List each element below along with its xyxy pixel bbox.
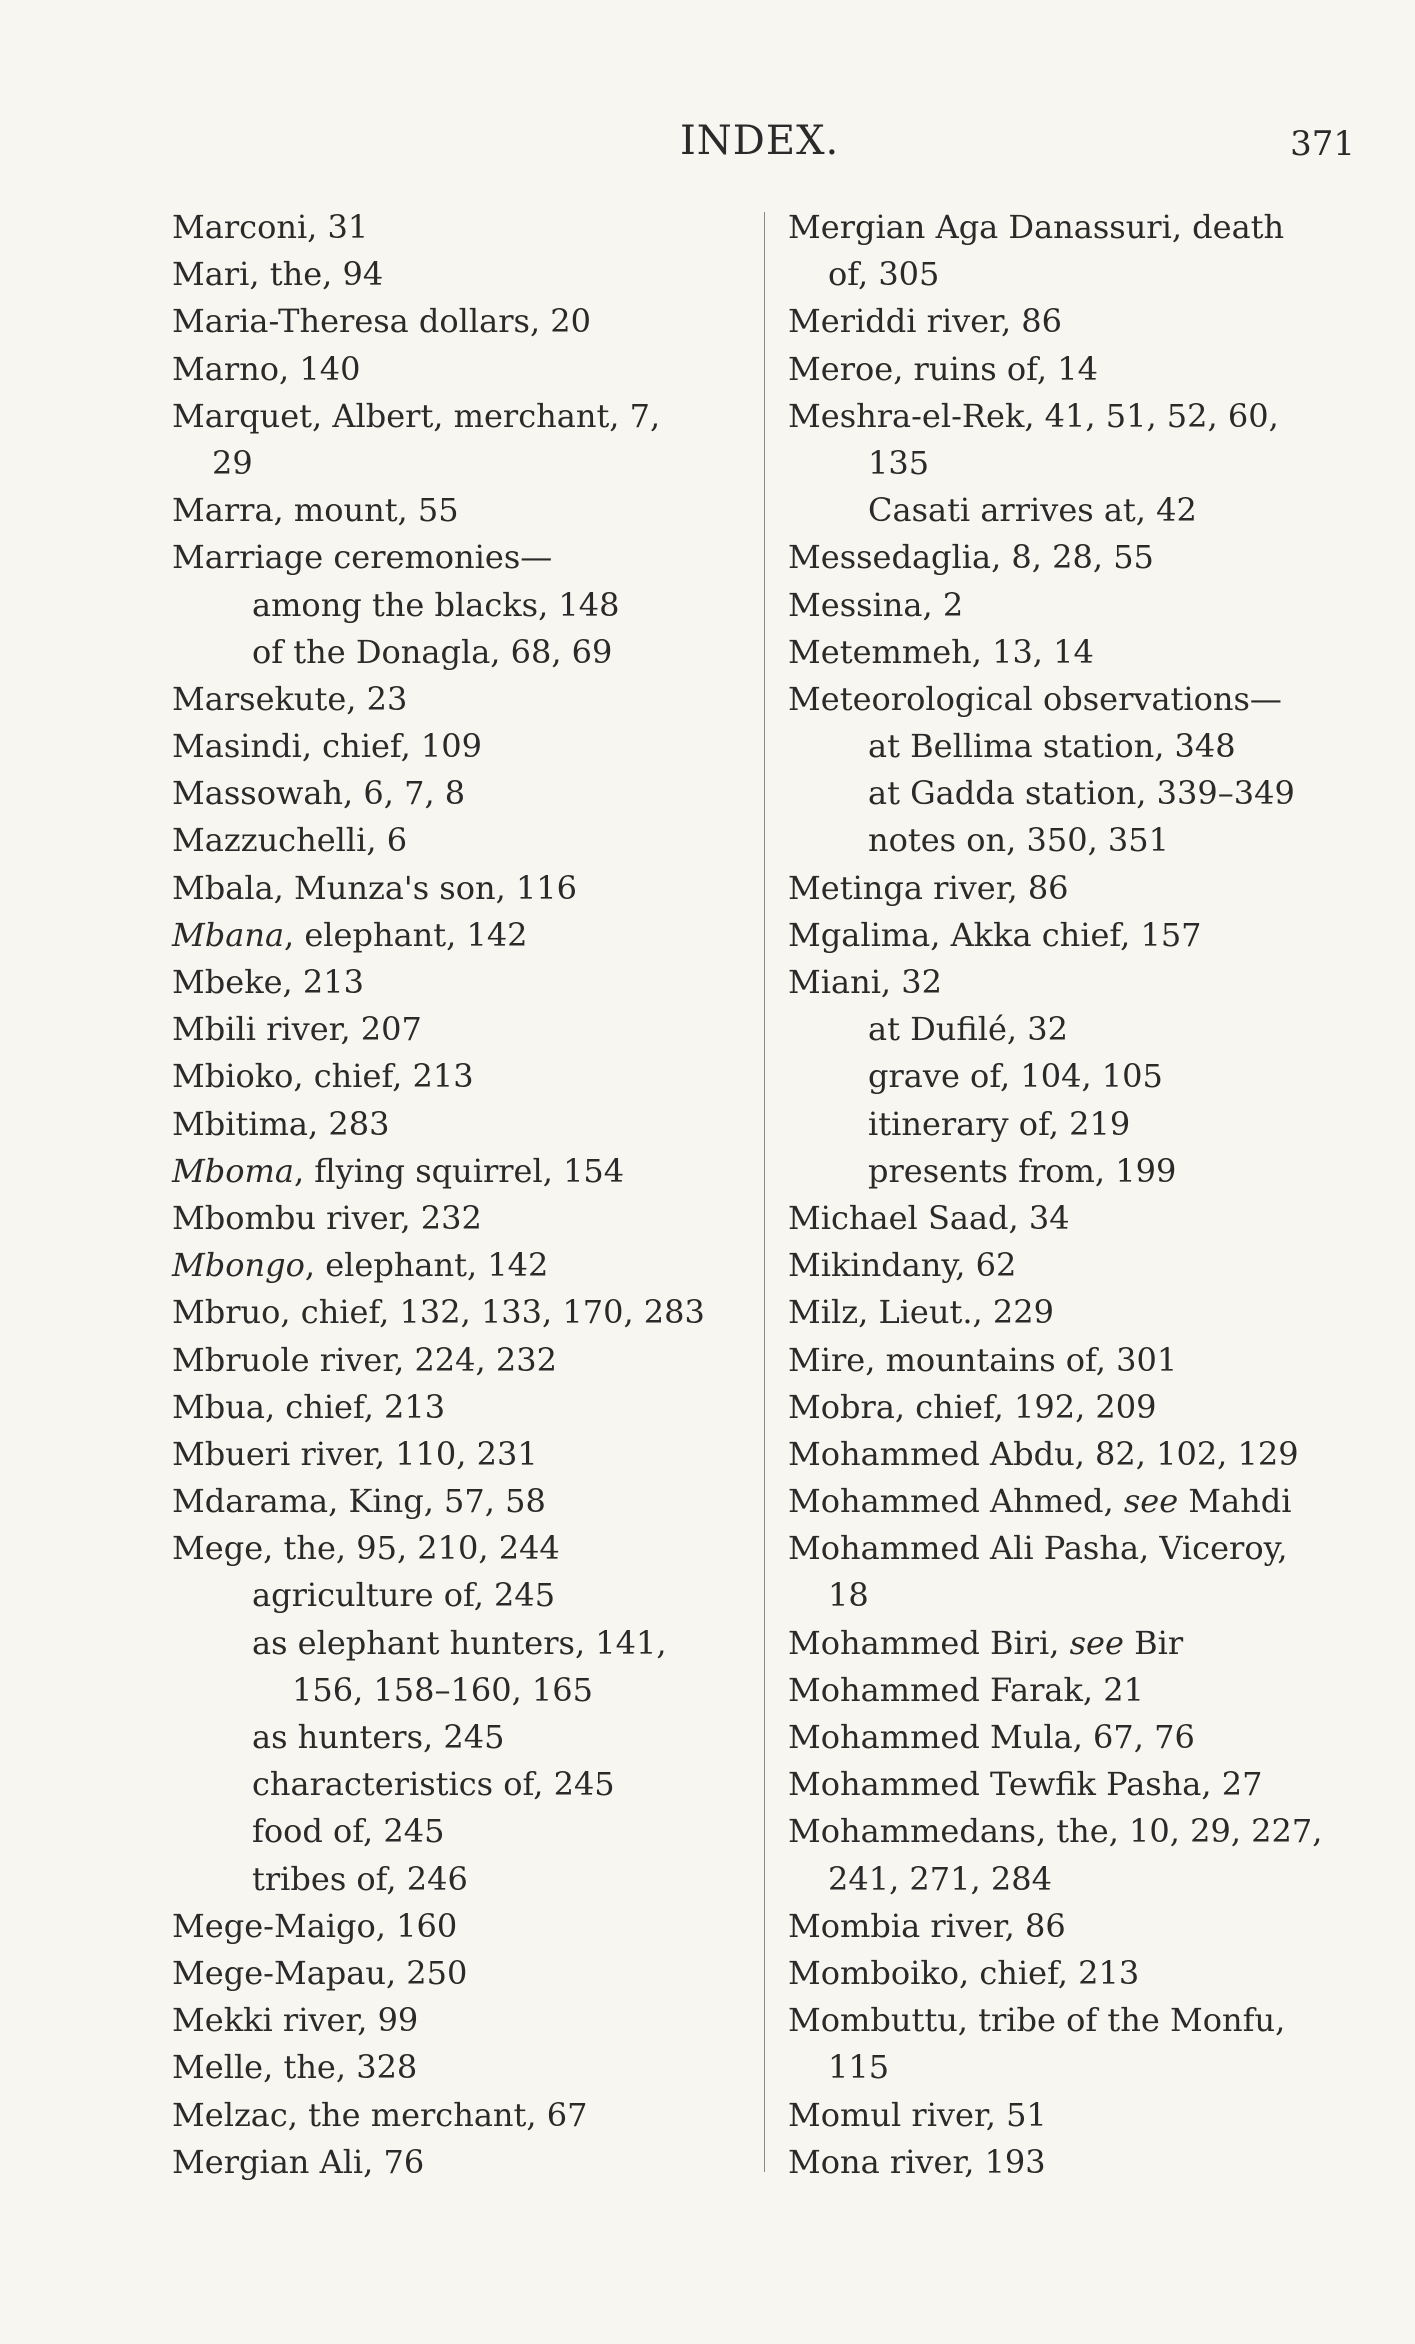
entry-text: Mbombu river, 232 — [172, 1198, 482, 1237]
page-number: 371 — [1290, 124, 1355, 164]
index-entry — [788, 1289, 1348, 1336]
entry-italic-term: Mboma — [172, 1151, 294, 1190]
index-entry — [172, 817, 742, 864]
entry-text: Mohammed Abdu, 82, 102, 129 — [788, 1434, 1299, 1473]
entry-text: Mohammed Ahmed, — [788, 1482, 1124, 1521]
index-entry — [788, 865, 1348, 912]
entry-text: Mazzuchelli, 6 — [172, 821, 408, 860]
entry-text: Mohammed Mula, 67, 76 — [788, 1718, 1195, 1756]
entry-text-after: Bir — [1123, 1623, 1184, 1662]
index-entry — [172, 1620, 742, 1667]
entry-text: Mbruo, chief, 132, 133, 170, 283 — [172, 1293, 705, 1332]
entry-text: Marquet, Albert, merchant, 7, — [172, 396, 661, 435]
entry-text: Mdarama, King, 57, 58 — [172, 1482, 546, 1521]
index-entry — [788, 629, 1348, 676]
index-entry — [172, 2139, 742, 2186]
index-entry — [172, 865, 742, 912]
index-entry — [788, 1808, 1348, 1855]
index-entry — [788, 1620, 1348, 1667]
index-entry — [172, 723, 742, 770]
entry-text: , elephant, 142 — [284, 915, 528, 954]
entry-text: Casati arrives at, 42 — [868, 491, 1197, 530]
index-entry — [788, 723, 1348, 770]
entry-text: Mombia river, 86 — [788, 1906, 1066, 1945]
entry-text: 18 — [828, 1576, 869, 1615]
entry-text: Massowah, 6, 7, 8 — [172, 774, 466, 813]
entry-text: Messina, 2 — [788, 585, 964, 624]
index-entry — [788, 487, 1348, 534]
index-entry — [788, 2092, 1348, 2139]
index-entry — [788, 346, 1348, 393]
entry-text: Mege-Mapau, 250 — [172, 1953, 468, 1992]
entry-text: Mbioko, chief, 213 — [172, 1057, 474, 1096]
index-entry — [172, 1337, 742, 1384]
index-entry — [788, 251, 1348, 298]
index-entry — [172, 959, 742, 1006]
entry-text: Marconi, 31 — [172, 208, 369, 246]
entry-text: itinerary of, 219 — [868, 1104, 1131, 1143]
index-entry — [172, 912, 742, 959]
index-entry — [788, 912, 1348, 959]
entry-text: Meshra-el-Rek, 41, 51, 52, 60, — [788, 396, 1279, 435]
index-entry — [788, 1761, 1348, 1808]
entry-italic-term: Mbana — [172, 915, 285, 954]
index-entry — [788, 393, 1348, 440]
entry-text: Marno, 140 — [172, 349, 361, 388]
entry-text: food of, 245 — [252, 1812, 445, 1851]
index-entry — [788, 1053, 1348, 1100]
entry-text: Masindi, chief, 109 — [172, 727, 482, 766]
index-entry — [788, 770, 1348, 817]
entry-text: Mona river, 193 — [788, 2142, 1046, 2181]
index-entry — [788, 1431, 1348, 1478]
entry-text: Metemmeh, 13, 14 — [788, 632, 1094, 671]
entry-text: Mobra, chief, 192, 209 — [788, 1387, 1157, 1426]
entry-text: Mbala, Munza's son, 116 — [172, 868, 578, 907]
index-entry — [788, 1478, 1348, 1525]
entry-text: Mbitima, 283 — [172, 1104, 390, 1143]
entry-text: Mohammed Biri, — [788, 1623, 1070, 1662]
index-entry — [172, 770, 742, 817]
index-entry — [788, 1242, 1348, 1289]
entry-text: Mege-Maigo, 160 — [172, 1906, 458, 1945]
index-entry — [172, 1148, 742, 1195]
running-header-title: INDEX. — [680, 118, 840, 164]
entry-text: 135 — [868, 443, 930, 482]
index-column-left — [172, 204, 742, 2186]
index-entry — [788, 534, 1348, 581]
entry-text: Mergian Ali, 76 — [172, 2142, 425, 2181]
index-entry — [172, 346, 742, 393]
entry-text: Melzac, the merchant, 67 — [172, 2095, 588, 2134]
entry-text: tribes of, 246 — [252, 1859, 468, 1898]
index-entry — [172, 251, 742, 298]
index-entry — [172, 1101, 742, 1148]
index-entry — [788, 959, 1348, 1006]
index-entry — [172, 629, 742, 676]
entry-text: Mikindany, 62 — [788, 1246, 1017, 1285]
entry-text: Mekki river, 99 — [172, 2001, 419, 2040]
entry-text-after: Mahdi — [1178, 1482, 1292, 1521]
index-entry — [788, 817, 1348, 864]
entry-text: Meteorological observations— — [788, 679, 1282, 718]
index-entry — [172, 1289, 742, 1336]
entry-text: Momboiko, chief, 213 — [788, 1953, 1140, 1992]
index-entry — [172, 1761, 742, 1808]
index-entry — [172, 1384, 742, 1431]
entry-text: Messedaglia, 8, 28, 55 — [788, 538, 1154, 577]
entry-text: Mbua, chief, 213 — [172, 1387, 446, 1426]
entry-text: Miani, 32 — [788, 963, 942, 1001]
index-entry — [172, 1006, 742, 1053]
index-entry — [172, 1572, 742, 1619]
entry-text: Momul river, 51 — [788, 2095, 1047, 2134]
column-divider — [764, 212, 765, 2172]
index-entry — [788, 1006, 1348, 1053]
entry-text: notes on, 350, 351 — [868, 821, 1169, 860]
index-entry — [172, 1667, 742, 1714]
entry-text: as elephant hunters, 141, — [252, 1623, 667, 1662]
entry-text: agriculture of, 245 — [252, 1576, 556, 1615]
entry-text: , flying squirrel, 154 — [293, 1151, 625, 1190]
entry-text: as hunters, 245 — [252, 1718, 505, 1756]
index-entry — [788, 582, 1348, 629]
entry-text: Mire, mountains of, 301 — [788, 1340, 1178, 1379]
entry-text: Mari, the, 94 — [172, 255, 384, 294]
entry-text: of, 305 — [828, 255, 940, 294]
index-entry — [788, 2044, 1348, 2091]
index-entry — [172, 298, 742, 345]
index-entry — [788, 1903, 1348, 1950]
entry-text: characteristics of, 245 — [252, 1765, 615, 1804]
index-entry — [788, 1997, 1348, 2044]
entry-text: Melle, the, 328 — [172, 2048, 418, 2087]
index-entry — [172, 582, 742, 629]
entry-text: Marriage ceremonies— — [172, 538, 553, 577]
entry-italic-term: Mbongo — [172, 1246, 305, 1285]
entry-text: Mgalima, Akka chief, 157 — [788, 915, 1202, 954]
entry-text: Mergian Aga Danassuri, death — [788, 208, 1285, 246]
entry-text: 115 — [828, 2048, 890, 2087]
index-entry — [788, 1572, 1348, 1619]
index-entry — [788, 1195, 1348, 1242]
entry-text: Mohammed Ali Pasha, Viceroy, — [788, 1529, 1288, 1568]
index-entry — [788, 1525, 1348, 1572]
index-entry — [172, 440, 742, 487]
entry-text: Marra, mount, 55 — [172, 491, 459, 530]
index-entry — [788, 1101, 1348, 1148]
index-entry — [788, 440, 1348, 487]
entry-text: 156, 158–160, 165 — [292, 1670, 593, 1709]
index-entry — [172, 1478, 742, 1525]
entry-text: Milz, Lieut., 229 — [788, 1293, 1054, 1332]
entry-text: Mombuttu, tribe of the Monfu, — [788, 2001, 1286, 2040]
index-entry — [172, 1997, 742, 2044]
entry-text: Mohammedans, the, 10, 29, 227, — [788, 1812, 1323, 1851]
index-entry — [172, 1525, 742, 1572]
index-entry — [172, 2044, 742, 2091]
index-entry — [788, 1384, 1348, 1431]
index-entry — [172, 534, 742, 581]
entry-text: Metinga river, 86 — [788, 868, 1069, 907]
entry-text: Marsekute, 23 — [172, 679, 408, 718]
entry-text: Meroe, ruins of, 14 — [788, 349, 1098, 388]
index-entry — [788, 298, 1348, 345]
index-entry — [788, 1337, 1348, 1384]
entry-see-reference: see — [1069, 1623, 1124, 1662]
index-entry — [788, 1856, 1348, 1903]
entry-text: Mohammed Tewfik Pasha, 27 — [788, 1765, 1263, 1804]
entry-text: presents from, 199 — [868, 1151, 1177, 1190]
index-entry — [788, 2139, 1348, 2186]
index-entry — [172, 1903, 742, 1950]
index-entry — [172, 393, 742, 440]
entry-see-reference: see — [1123, 1482, 1179, 1521]
index-entry — [788, 1667, 1348, 1714]
index-entry — [172, 1242, 742, 1289]
entry-text: Meriddi river, 86 — [788, 302, 1062, 341]
entry-text: 29 — [212, 443, 253, 482]
entry-text: Mbili river, 207 — [172, 1010, 422, 1049]
index-entry — [172, 1808, 742, 1855]
entry-text: at Dufilé, 32 — [868, 1010, 1068, 1049]
index-entry — [172, 2092, 742, 2139]
entry-text: , elephant, 142 — [304, 1246, 549, 1285]
index-entry — [172, 204, 742, 251]
index-entry — [172, 676, 742, 723]
entry-text: Mbruole river, 224, 232 — [172, 1340, 557, 1379]
entry-text: 241, 271, 284 — [828, 1859, 1052, 1898]
index-entry — [788, 1950, 1348, 1997]
index-entry — [172, 1714, 742, 1761]
entry-text: Mege, the, 95, 210, 244 — [172, 1529, 560, 1568]
entry-text: of the Donagla, 68, 69 — [252, 632, 613, 671]
index-entry — [172, 1856, 742, 1903]
index-entry — [172, 487, 742, 534]
entry-text: Mohammed Farak, 21 — [788, 1670, 1144, 1709]
entry-text: at Bellima station, 348 — [868, 727, 1236, 766]
index-entry — [788, 1714, 1348, 1761]
entry-text: among the blacks, 148 — [252, 585, 620, 624]
index-entry — [788, 204, 1348, 251]
index-column-right — [788, 204, 1348, 2186]
entry-text: Michael Saad, 34 — [788, 1198, 1070, 1237]
index-entry — [172, 1053, 742, 1100]
entry-text: Maria-Theresa dollars, 20 — [172, 302, 591, 341]
index-entry — [788, 676, 1348, 723]
entry-text: Mbueri river, 110, 231 — [172, 1434, 538, 1473]
entry-text: grave of, 104, 105 — [868, 1057, 1163, 1096]
index-entry — [172, 1950, 742, 1997]
index-entry — [172, 1431, 742, 1478]
index-entry — [172, 1195, 742, 1242]
entry-text: at Gadda station, 339–349 — [868, 774, 1295, 813]
index-entry — [788, 1148, 1348, 1195]
entry-text: Mbeke, 213 — [172, 963, 364, 1001]
